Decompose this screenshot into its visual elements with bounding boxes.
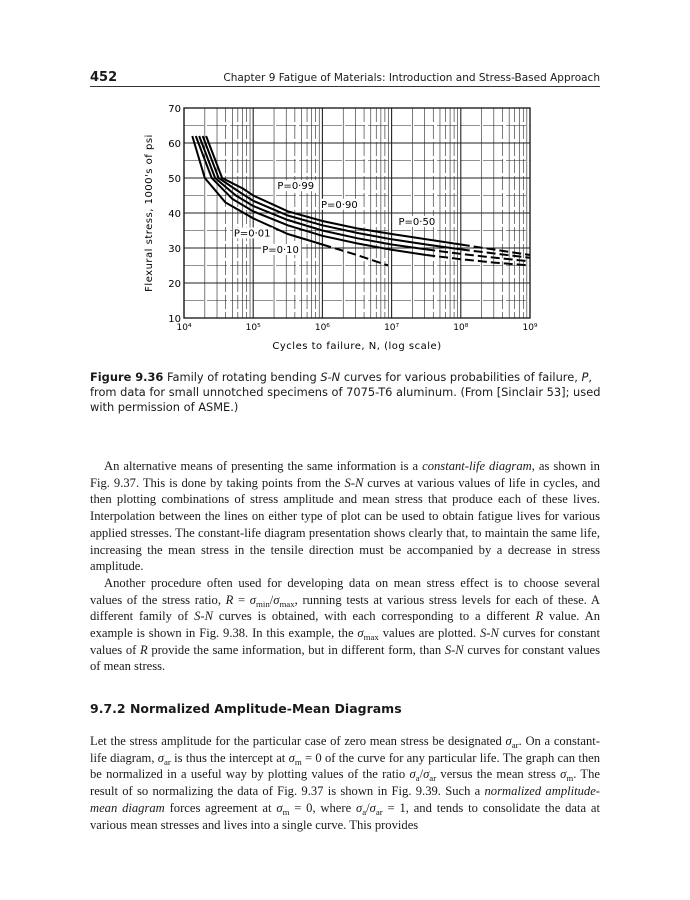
italic-text: σ bbox=[505, 734, 512, 748]
paragraph bbox=[90, 458, 600, 575]
text-run: = bbox=[233, 592, 250, 607]
text-run: curves for various probabilities of failure, bbox=[340, 370, 582, 384]
subscript: m bbox=[566, 773, 574, 784]
text-run: = 1, and tends to consolidate the data at various mean stresses and lives into a single curve. This provides bbox=[90, 800, 600, 832]
italic-text: R bbox=[225, 592, 234, 607]
italic-text: R bbox=[139, 642, 148, 657]
subscript: a bbox=[415, 773, 420, 784]
x-tick-label: 10⁴ bbox=[176, 323, 192, 333]
italic-text: P bbox=[581, 370, 589, 384]
y-axis-label: Flexural stress, 1000's of psi bbox=[144, 134, 155, 292]
figure-caption bbox=[90, 370, 605, 415]
paragraph bbox=[90, 733, 600, 833]
text-run: / bbox=[269, 592, 274, 607]
caption-text bbox=[90, 370, 600, 414]
italic-text: σ bbox=[249, 592, 257, 607]
text-run: curves at various values of life in cycles, and then plotting combinations of stress amplitude and mean stress that produce each of these lives. Interpolation between the lines on either type of plot can be used to obtain fatigue lives for various applied stresses. The constant-life diagram presentation shows clearly that, to maintain the same life, increasing the mean stress in the tensile direction must be accompanied by a decrease in stress amplitude. bbox=[90, 475, 601, 574]
text-run: / bbox=[366, 800, 370, 815]
italic-text: σ bbox=[560, 767, 567, 782]
text-run: , from data for small unnotched specimens of 7075-T6 aluminum. (From [Sinclair 53]; used with permission of ASME.) bbox=[90, 370, 601, 414]
series-label: P=0·99 bbox=[277, 181, 315, 193]
subscript: ar bbox=[375, 806, 383, 817]
italic-text: σ bbox=[357, 626, 364, 641]
subscript: m bbox=[294, 756, 302, 767]
subscript: max bbox=[363, 632, 379, 643]
text-run: / bbox=[419, 767, 424, 782]
text-run: is thus the intercept at bbox=[170, 750, 289, 765]
italic-text: σ bbox=[409, 767, 416, 782]
series-label: P=0·01 bbox=[233, 228, 271, 240]
series-label: P=0·90 bbox=[321, 199, 358, 211]
subscript: ar bbox=[429, 773, 437, 784]
text-run: curves for constant values of mean stress. bbox=[90, 642, 600, 674]
italic-text: σ bbox=[276, 800, 283, 815]
x-axis-label: Cycles to failure, N, (log scale) bbox=[272, 341, 442, 352]
text-run: versus the mean stress bbox=[436, 767, 561, 782]
italic-text: S-N bbox=[320, 370, 341, 384]
text-run: curves is obtained, with each corresponding to a different bbox=[212, 609, 536, 624]
x-tick-label: 10⁸ bbox=[453, 323, 469, 333]
italic-text: R bbox=[535, 609, 544, 624]
series-label: P=0·10 bbox=[262, 244, 299, 256]
italic-text: σ bbox=[273, 592, 280, 607]
italic-text: constant-life diagram bbox=[422, 459, 532, 473]
italic-text: σ bbox=[356, 800, 363, 815]
text-run: forces agreement at bbox=[164, 800, 277, 815]
body-text-1 bbox=[90, 458, 600, 675]
italic-text: S-N bbox=[479, 626, 499, 641]
chapter-title: Chapter 9 Fatigue of Materials: Introduction and Stress-Based Approach bbox=[223, 72, 600, 84]
paragraph bbox=[90, 575, 600, 675]
subscript: ar bbox=[511, 740, 519, 750]
text-run: = 0, where bbox=[289, 800, 356, 815]
italic-text: σ bbox=[288, 750, 295, 765]
text-run: , running tests at various stress levels for each of these. A different family of bbox=[90, 592, 600, 624]
sn-curve-chart bbox=[130, 95, 550, 357]
text-run: values are plotted. bbox=[378, 626, 480, 641]
subscript: max bbox=[279, 598, 295, 609]
y-tick-label: 50 bbox=[168, 174, 181, 185]
subscript: m bbox=[282, 806, 290, 817]
italic-text: σ bbox=[423, 767, 430, 782]
text-run: value. An example is shown in Fig. 9.38. In this example, the bbox=[90, 609, 601, 641]
page-number: 452 bbox=[90, 70, 118, 85]
x-tick-label: 10⁷ bbox=[384, 323, 400, 333]
text-run: Another procedure often used for developing data on mean stress effect is to choose several values of the stress ratio, bbox=[90, 575, 600, 607]
y-tick-label: 40 bbox=[168, 209, 181, 220]
subscript: min bbox=[256, 598, 270, 609]
text-run: An alternative means of presenting the same information is a bbox=[104, 459, 423, 473]
italic-text: σ bbox=[157, 750, 165, 765]
subscript: ar bbox=[164, 756, 171, 767]
x-tick-label: 10⁶ bbox=[314, 323, 330, 333]
series-label: P=0·50 bbox=[398, 216, 436, 228]
text-run: = 0 of the curve for any particular life. The graph can then be normalized in a useful way by plotting values of the ratio bbox=[90, 750, 601, 782]
text-run: Family of rotating bending bbox=[163, 370, 321, 384]
x-tick-label: 10⁹ bbox=[522, 323, 538, 333]
text-run: . The result of so normalizing the data of Fig. 9.37 is shown in Fig. 9.39. Such a bbox=[90, 767, 600, 799]
y-tick-label: 60 bbox=[168, 139, 181, 150]
text-run: Let the stress amplitude for the particular case of zero mean stress be designated bbox=[90, 734, 506, 748]
italic-text: normalized amplitude-mean diagram bbox=[90, 784, 600, 815]
section-heading: 9.7.2 Normalized Amplitude-Mean Diagrams bbox=[90, 701, 402, 716]
subscript: a bbox=[362, 806, 367, 817]
italic-text: S-N bbox=[444, 642, 464, 657]
y-tick-label: 70 bbox=[168, 104, 181, 115]
text-run: . On a constant-life diagram, bbox=[90, 734, 600, 765]
y-tick-label: 20 bbox=[168, 279, 181, 290]
y-tick-label: 10 bbox=[168, 314, 181, 325]
italic-text: S-N bbox=[194, 609, 213, 624]
italic-text: S-N bbox=[344, 475, 364, 490]
text-run: provide the same information, but in different form, than bbox=[147, 642, 445, 657]
y-tick-label: 30 bbox=[168, 244, 181, 255]
italic-text: σ bbox=[369, 800, 376, 815]
text-run: , as shown in Fig. 9.37. This is done by taking points from the bbox=[90, 459, 600, 490]
running-header bbox=[90, 70, 600, 87]
body-text-2 bbox=[90, 733, 600, 833]
figure-label: Figure 9.36 bbox=[90, 370, 164, 384]
text-run: curves for constant values of bbox=[90, 626, 600, 657]
x-tick-label: 10⁵ bbox=[245, 323, 261, 333]
